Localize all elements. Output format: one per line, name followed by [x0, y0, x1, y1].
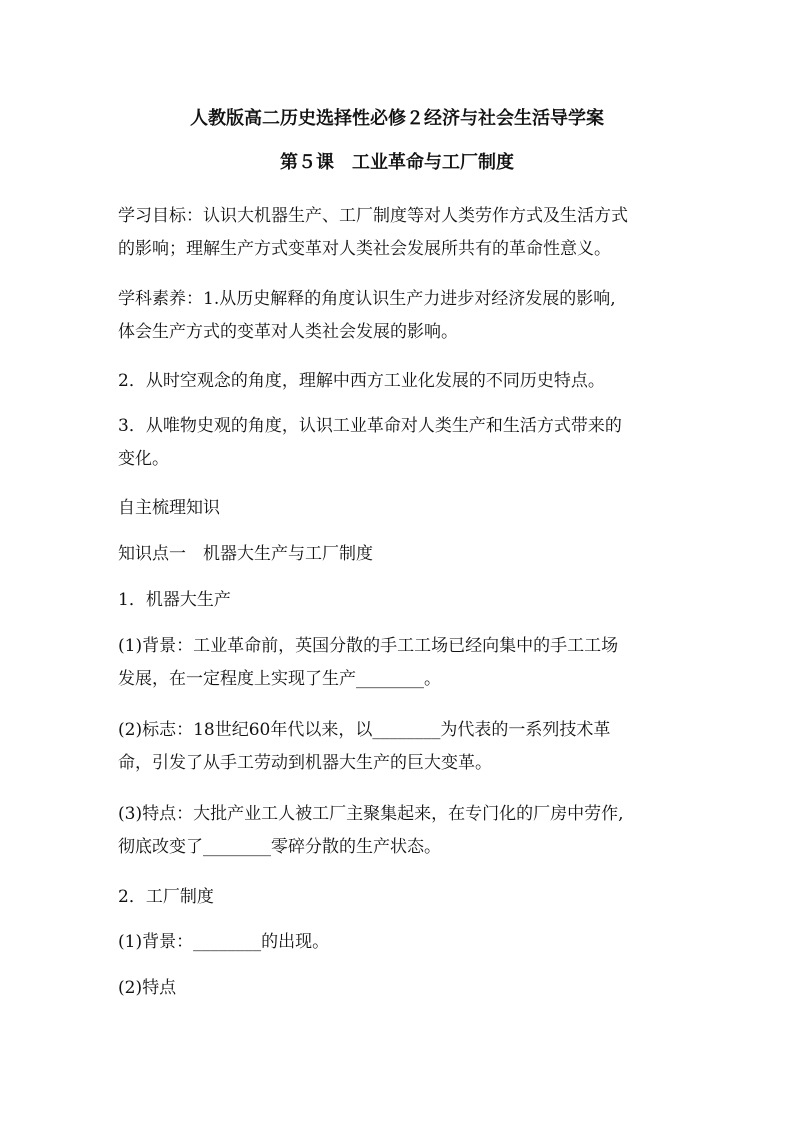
paragraph-line: (3)特点：大批产业工人被工厂主聚集起来，在专门化的厂房中劳作, [118, 804, 624, 824]
literacy-item-3 [118, 410, 678, 476]
section-heading-self-study [118, 492, 678, 525]
paragraph-line: 学习目标：认识大机器生产、工厂制度等对人类劳作方式及生活方式 [118, 206, 628, 226]
item-background [118, 630, 678, 696]
subheading-factory-system [118, 881, 678, 914]
paragraph-line: (1)背景：工业革命前，英国分散的手工工场已经向集中的手工工场 [118, 636, 619, 656]
paragraph-line: (2)特点 [118, 978, 177, 998]
paragraph-line: 命，引发了从手工劳动到机器大生产的巨大变革。 [118, 753, 492, 773]
factory-background [118, 926, 678, 959]
paragraph-line: 发展，在一定程度上实现了生产________。 [118, 669, 441, 689]
paragraph-line: 体会生产方式的变革对人类社会发展的影响。 [118, 322, 458, 342]
paragraph-line: (2)标志：18世纪60年代以来，以________为代表的一系列技术革 [118, 720, 611, 740]
paragraph-line: 变化。 [118, 449, 169, 469]
paragraph-line: 的影响；理解生产方式变革对人类社会发展所共有的革命性意义。 [118, 239, 611, 259]
lesson-title: 第５课 工业革命与工厂制度 [280, 152, 514, 173]
subheading-machine-production [118, 584, 678, 617]
learning-objectives-paragraph [118, 200, 678, 266]
knowledge-point-1-heading [118, 538, 678, 571]
paragraph-line: 自主梳理知识 [118, 498, 220, 518]
literacy-item-2 [118, 365, 678, 398]
item-sign [118, 714, 678, 780]
factory-features [118, 972, 678, 1005]
item-features [118, 798, 678, 864]
subject-literacy-paragraph [118, 283, 678, 349]
document-title: 人教版高二历史选择性必修２经济与社会生活导学案 [190, 108, 604, 129]
paragraph-line: 2．从时空观念的角度，理解中西方工业化发展的不同历史特点。 [118, 371, 605, 391]
paragraph-line: 3．从唯物史观的角度，认识工业革命对人类生产和生活方式带来的 [118, 416, 622, 436]
paragraph-line: 2．工厂制度 [118, 887, 214, 907]
paragraph-line: 彻底改变了________零碎分散的生产状态。 [118, 837, 441, 857]
paragraph-line: 学科素养：1.从历史解释的角度认识生产力进步对经济发展的影响, [118, 289, 616, 309]
paragraph-line: 知识点一 机器大生产与工厂制度 [118, 544, 373, 564]
paragraph-line: (1)背景：________的出现。 [118, 932, 330, 952]
paragraph-line: 1．机器大生产 [118, 590, 231, 610]
